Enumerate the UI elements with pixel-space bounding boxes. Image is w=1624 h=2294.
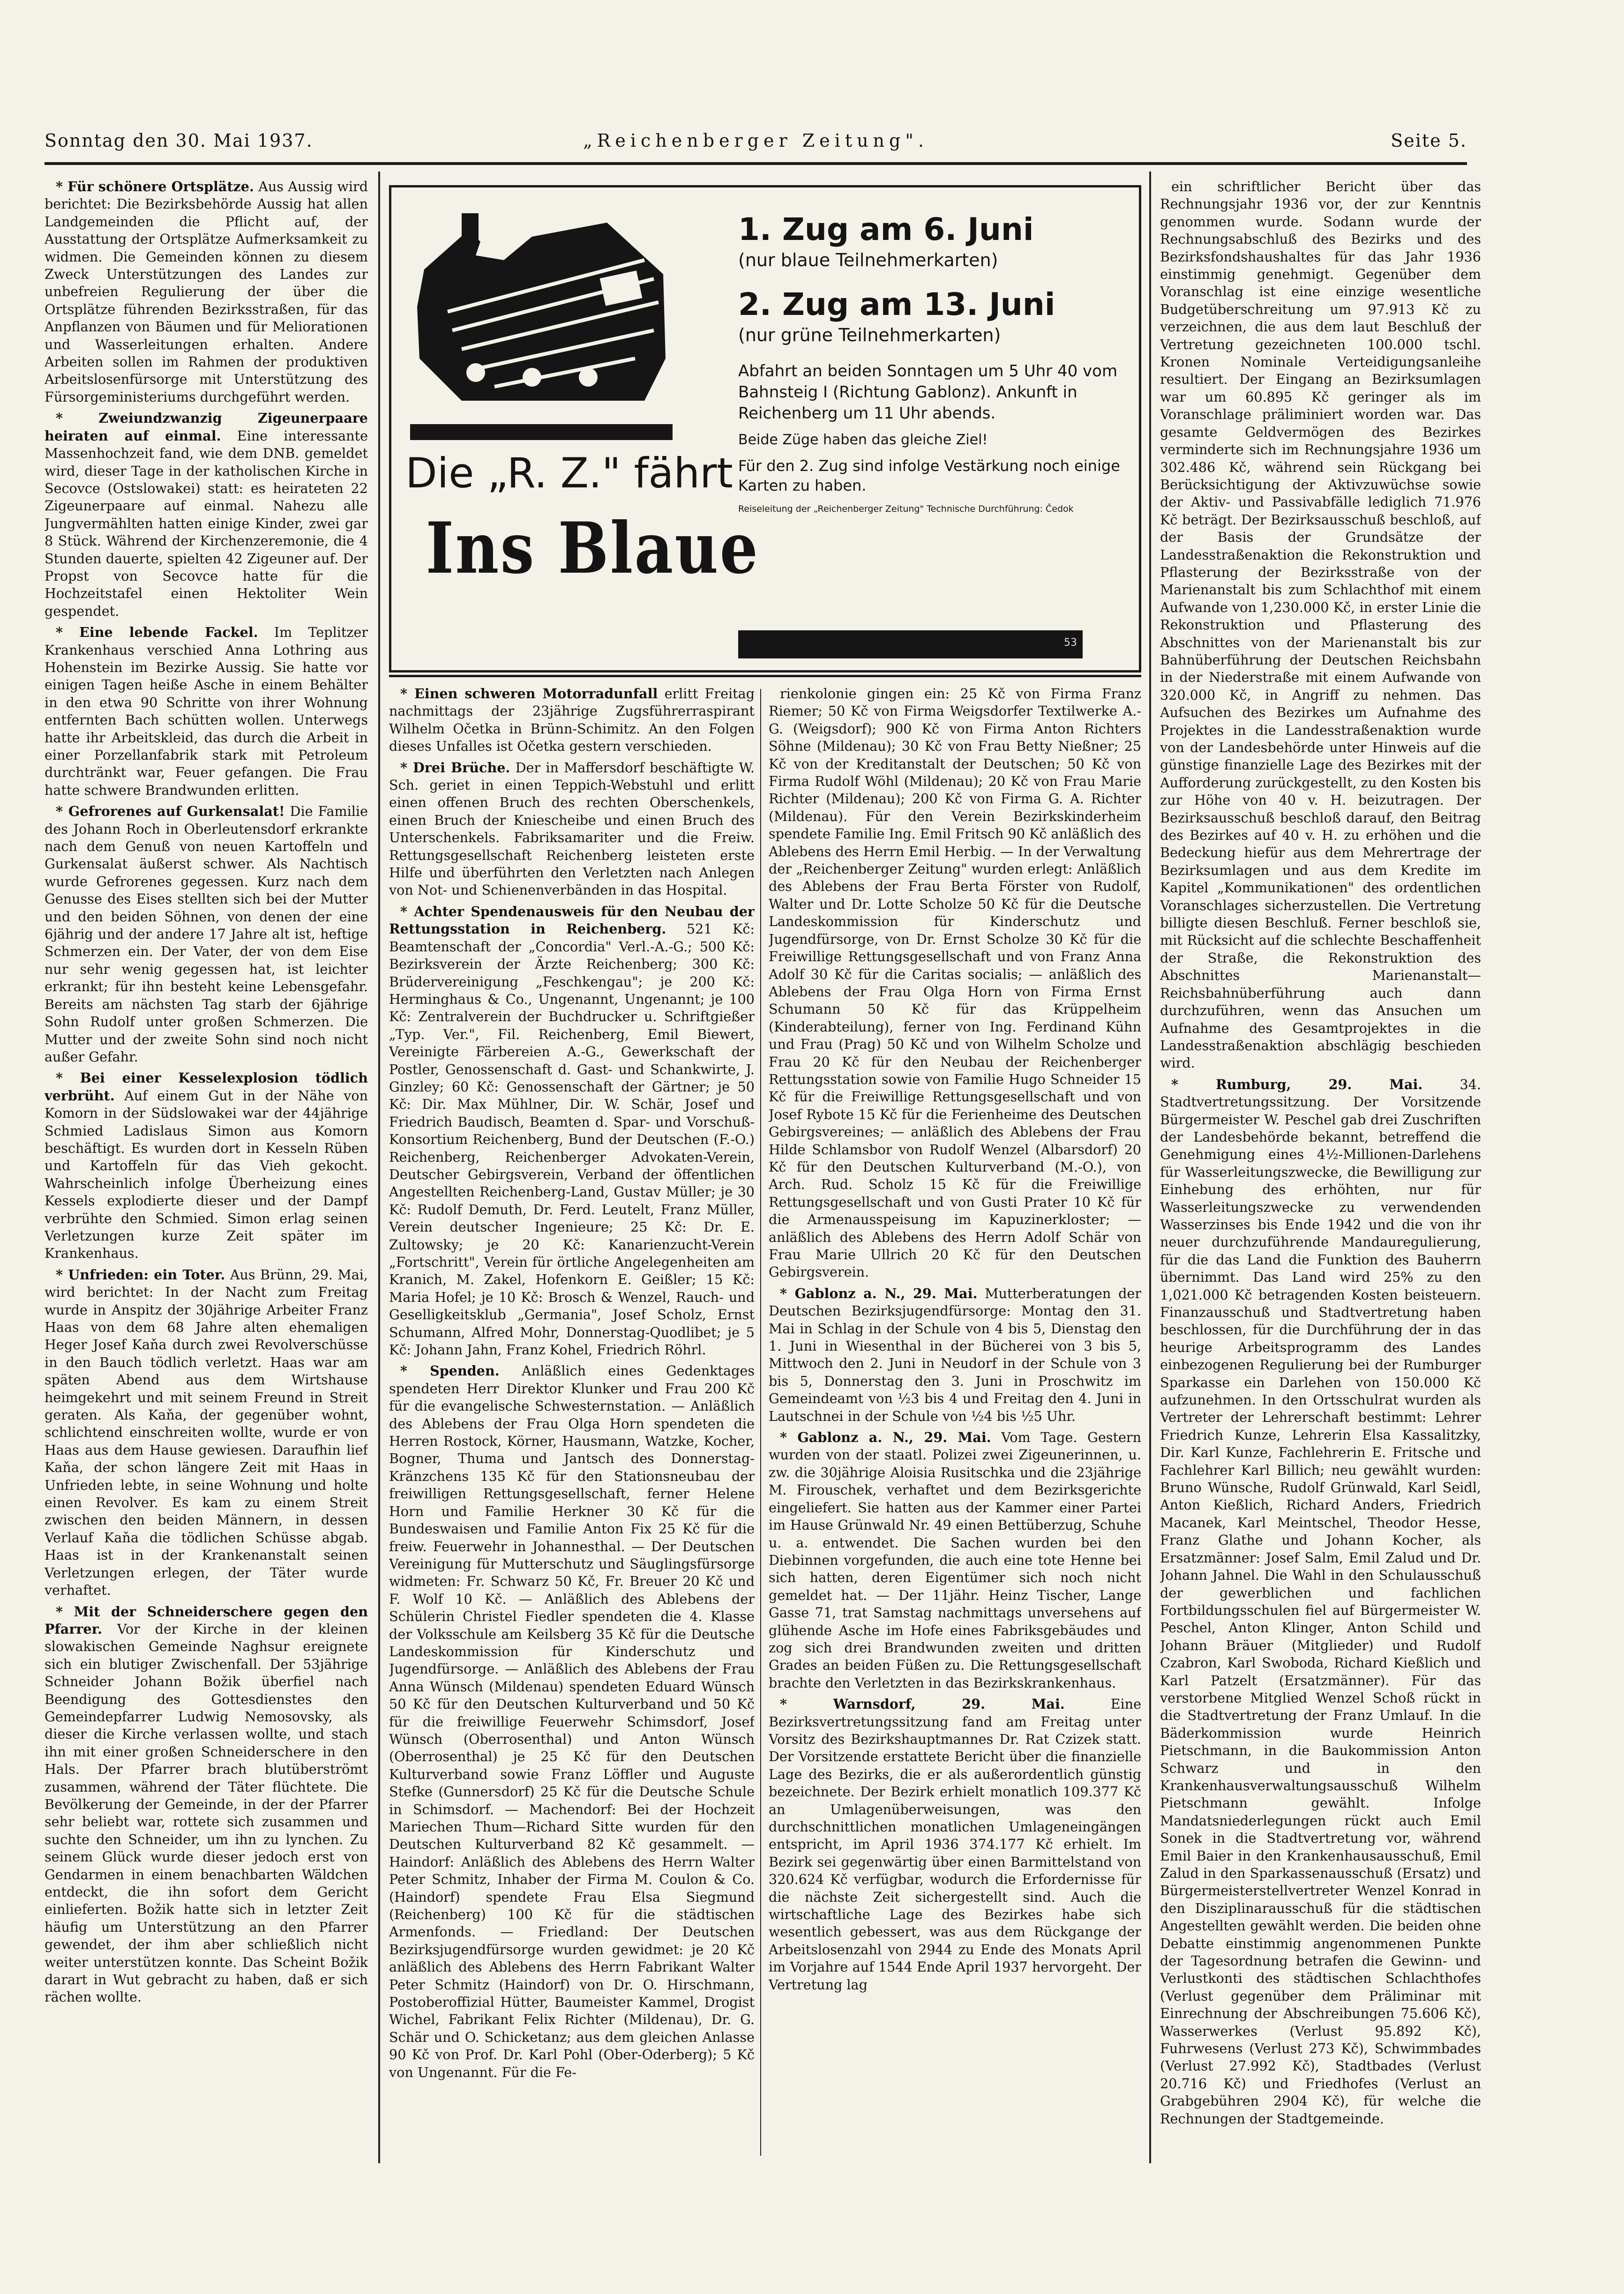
article-heading: * Bei einer Kesselexplosion tödlich verbrüht. [45,1070,368,1104]
header-rule [45,162,1467,165]
article-text: Aus Aussig wird berichtet: Die Bezirksbehörde Aussig hat allen Landgemeinden die Pflicht auf, der Ausstattung der Ortsplätze Aufmerksamkeit zu widmen. Die Gemeinden können zu diesem Zweck Unterstützungen des Landes zur unbefreien Regulierung der über die Ortsplätze führenden Bezirksstraßen, für das Anpflanzen von Bäumen und für Meliorationen und Wasserleitungen erhalten. Andere Arbeiten sollen im Rahmen der produktiven Arbeitslosenfürsorge mit Unterstützung des Fürsorgeministeriums durchgeführt werden. [45,179,368,405]
article-paragraph [45,410,368,620]
article-heading: * Für schönere Ortsplätze. [56,179,254,194]
column-middle-left [389,685,755,2157]
ad-tickets-1: (nur blaue Teilnehmerkarten) [738,250,998,270]
article-heading: * Eine lebende Fackel. [56,624,258,641]
newspaper-title: „Reichenberger Zeitung". [583,130,928,151]
article-paragraph [389,1362,755,2081]
article-heading: * Gablonz a. N., 29. Mai. [780,1429,991,1446]
article-heading: * Mit der Schneiderschere gegen den Pfarrer. [45,1603,368,1637]
column-rule [1149,172,1151,2163]
article-text: Eine Bezirksvertretungssitzung fand am Freitag unter Vorsitz des Bezirkshauptmannes Dr. Rat Czizek statt. Der Vorsitzende erstattete Bericht über die finanzielle Lage des Bezirks, die er als außerordentlich günstig bezeichnete. Der Bezirk erhielt monatlich 109.377 Kč an Umlagenüberweisungen, was den durchschnittlichen monatlichen Umlageneingängen entspricht, im April 1936 374.177 Kč erhielt. Im Bezirk sei gegenwärtig über einen Barmittelstand von 320.624 Kč verfügbar, wodurch die Erfordernisse für die nächste Zeit sichergestellt sind. Auch die wirtschaftliche Lage des Bezirkes habe sich wesentlich gebessert, was aus dem Rückgange der Arbeitslosenzahl von 2944 zu Ende des Monats April im Vorjahre auf 1544 Ende April 1937 hervorgeht. Der Vertretung lag [769,1696,1141,1993]
ad-train-2: 2. Zug am 13. Juni [738,286,1055,322]
article-paragraph [45,1069,368,1262]
ad-tickets-2: (nur grüne Teilnehmerkarten) [738,325,1001,345]
locomotive-illustration [410,204,673,417]
article-heading: * Zweiundzwanzig Zigeunerpaare heiraten auf einmal. [45,410,368,444]
ad-bar-mark: 53 [1064,637,1077,649]
article-paragraph [769,1429,1141,1692]
column-middle-right [769,685,1141,2157]
article-text: rienkolonie gingen ein: 25 Kč von Firma Franz Riemer; 50 Kč von Firma Weigsdorfer Textilwerke A.-G. (Weigsdorf); 900 Kč von Firma Anton Richters Söhne (Mildenau); 30 Kč von Frau Betty Nießner; 25 Kč von der Kreditanstalt der Deutschen; 50 Kč von Firma Rudolf Wöhl (Mildenau); 20 Kč von Frau Marie Richter (Mildenau); 200 Kč von Firma G. A. Richter (Mildenau). Für den Verein Bezirkskinderheim spendete Familie Ing. Emil Fritsch 90 Kč anläßlich des Ablebens des Herrn Emil Herbig. — In der Verwaltung der „Reichenberger Zeitung" wurden erlegt: Anläßlich des Ablebens der Frau Berta Förster von Rudolf, Walter und Dr. Lotte Scholze 50 Kč für die Deutsche Landeskommission für Kinderschutz und Jugendfürsorge, von Dr. Ernst Scholze 30 Kč für die Freiwillige Rettungsgesellschaft und von Franz Anna Adolf 30 Kč für die Caritas socialis; — anläßlich des Ablebens der Frau Olga Horn von Firma Ernst Schumann 50 Kč für das Krüppelheim (Kinderabteilung), ferner von Ing. Ferdinand Kühn und Frau (Prag) 50 Kč und von Wilhelm Scholze und Frau 20 Kč für den Neubau der Reichenberger Rettungsstation sowie von Familie Hugo Schneider 15 Kč für die Freiwillige Rettungsgesellschaft und von Josef Rybote 15 Kč für die Ferienheime des Deutschen Gebirgsvereines; — anläßlich des Ablebens der Frau Hilde Schlamsbor von Rudolf Wenzel (Albarsdorf) 20 Kč für den Deutschen Kulturverband (M.-O.), von Arch. Rud. Scholz 15 Kč für die Freiwillige Rettungsgesellschaft und von Gusti Prater 10 Kč für die Armenausspeisung im Kapuzinerkloster; — anläßlich des Ablebens des Herrn Adolf Schär von Frau Marie Ullrich 20 Kč für den Deutschen Gebirgsverein. [769,686,1141,1280]
article-paragraph [45,803,368,1066]
article-paragraph [45,624,368,799]
article-text: Mutterberatungen der Deutschen Bezirksjugendfürsorge: Montag den 31. Mai in Schlag in der Schule von 4 bis 5, Dienstag den 1. Juni in Wiesenthal in der Bücherei von 3 bis 5, Mittwoch den 2. Juni in Neudorf in der Schule von 3 bis 5, Donnerstag den 3. Juni in Proschwitz im Gemeindeamt von ½3 bis 4 und Freitag den 4. Juni in Lautschnei in der Schule von ½4 bis ½5 Uhr. [769,1285,1141,1424]
page-header [45,130,1467,163]
article-heading: * Drei Brüche. [400,759,510,776]
article-heading: * Warnsdorf, 29. Mai. [780,1696,1065,1712]
ad-footer-bar [738,630,1083,658]
ad-departure: Abfahrt an beiden Sonntagen um 5 Uhr 40 vom Bahnsteig I (Richtung Gablonz). Ankunft in Reichenberg um 11 Uhr abends. [738,362,1118,423]
article-heading: * Rumburg, 29. Mai. [1171,1076,1423,1092]
ad-slogan: Die „R. Z." fährt [405,449,733,497]
column-left [45,178,368,2156]
article-paragraph [45,1603,368,2006]
article-heading: * Gablonz a. N., 29. Mai. [780,1285,978,1301]
article-paragraph [769,1696,1141,1994]
article-heading: * Achter Spendenausweis für den Neubau der Rettungsstation in Reichenberg. [389,903,755,937]
article-paragraph [769,685,1141,1281]
article-text: erlitt Freitag nachmittags der 23jährige Zugsführerraspirant Wilhelm Očetka in Brünn-Schimitz. An den Folgen dieses Unfalles ist Očetka gestern verschieden. [389,686,755,755]
article-text: 521 Kč: Beamtenschaft der „Concordia" Verl.-A.-G.; 500 Kč: Bezirksverein der Ärzte Reichenberg; 300 Kč: Brüdervereinigung „Feschkengau"; je 200 Kč: Herminghaus & Co., Ungenannt, Ungenannt; je 100 Kč: Zentralverein der Buchdrucker u. Schriftgießer „Typ. Ver.", Fil. Reichenberg, Emil Biewert, Vereinigte Färbereien A.-G., Gewerkschaft der Postler, Genossenschaft d. Gast- und Schankwirte, J. Ginzley; 60 Kč: Genossenschaft der Gärtner; je 50 Kč: Dir. Max Mühlner, Dir. W. Schär, Josef und Friedrich Baudisch, Beamten d. Spar- und Vorschuß-Konsortium Reichenberg, Bund der Deutschen (F.-O.) Reichenberg, Reichenberger Advokaten-Verein, Deutscher Gebirgsverein, Verband der öffentlichen Angestellten Reichenberg-Land, Gustav Müller; je 30 Kč: Rudolf Demuth, Dr. Ferd. Leutelt, Franz Müller, Verein deutscher Ingenieure; 25 Kč: Dr. E. Zultowsky; je 20 Kč: Kanarienzucht-Verein „Fortschritt", Verein für örtliche Angelegenheiten am Kranich, M. Zakel, Hofenkorn E. Geißler; 15 Kč: Maria Hofel; je 10 Kč: Brosch & Wenzel, Rauch- und Geselligkeitsklub „Germania", Josef Scholz, Ernst Schumann, Alfred Mohr, Donnerstag-Quodlibet; je 5 Kč: Johann Jahn, Franz Kohel, Friedrich Röhrl. [389,921,755,1358]
article-text: ein schriftlicher Bericht über das Rechnungsjahr 1936 vor, der zur Kenntnis genommen wurde. Sodann wurde der Rechnungsabschluß des Bezirks und des Bezirksfondshaushaltes für das Jahr 1936 einstimmig genehmigt. Gegenüber dem Voranschlag ist eine einzige wesentliche Budgetüberschreitung um 97.913 Kč zu verzeichnen, die aus dem laut Beschluß der Vertretung gezeichneten 100.000 tschl. Kronen Nominale Verteidigungsanleihe resultiert. Der Eingang an Bezirksumlagen war um 60.895 Kč geringer als im Voranschlage präliminiert worden war. Das gesamte Geldvermögen des Bezirkes verminderte sich im Rechnungsjahre 1936 um 302.486 Kč, während sein Rückgang bei Berücksichtigung der Aktivzuwüchse sowie der Aktiv- und Passivabfälle lediglich 71.976 Kč beträgt. Der Bezirksausschuß beschloß, auf der Basis der Grundsätze der Landesstraßenaktion die Rekonstruktion und Pflasterung der Bezirksstraße von der Marienanstalt bis zum Schlachthof mit einem Aufwande von 1,230.000 Kč, in erster Linie die Rekonstruktion und Pflasterung des Abschnittes von der Marienanstalt bis zur Bahnüberführung der Deutschen Reichsbahn in der Niederstraße mit einem Aufwande von 320.000 Kč, in Angriff zu nehmen. Das Aufsuchen des Bezirkes um Aufnahme des Projektes in die Landesstraßenaktion wurde von der Landesbehörde unter Hinweis auf die günstige finanzielle Lage des Bezirkes mit der Aufforderung zurückgestellt, zu den Kosten bis zur Höhe von 40 v. H. beizutragen. Der Bezirksausschuß beschloß darauf, den Beitrag des Bezirkes auf 40 v. H. zu erhöhen und die Bedeckung hiefür aus dem Mehrertrage der Bezirksumlagen und aus dem Kredite im Kapitel „Kommunikationen" des ordentlichen Voranschlages sicherzustellen. Die Vertretung billigte diesen Beschluß. Ferner beschloß sie, mit Rücksicht auf die schlechte Beschaffenheit der Straße, die Rekonstruktion des Abschnittes Marienanstalt—Reichsbahnüberführung auch dann durchzuführen, wenn das Ansuchen um Aufnahme des Gesamtprojektes in die Landesstraßenaktion abschlägig beschieden wird. [1160,179,1481,1071]
article-paragraph [1160,178,1481,1072]
article-paragraph [45,1266,368,1599]
advertisement-box [389,185,1141,673]
ad-remaining-tickets: Für den 2. Zug sind infolge Vestärkung noch einige Karten zu haben. [738,457,1120,494]
locomotive-base-bar [410,424,673,440]
article-heading: * Spenden. [400,1363,500,1379]
column-rule [760,689,761,2156]
article-paragraph [389,685,755,755]
ad-destination: Beide Züge haben das gleiche Ziel! [738,432,988,448]
article-text: Vor der Kirche in der kleinen slowakischen Gemeinde Naghsur ereignete sich ein blutiger Zwischenfall. Der 53jährige Schneider Johann Božik überfiel nach Beendigung des Gottesdienstes den Gemeindepfarrer Ludwig Nemosovsky, als dieser die Kirche verlassen wollte, und stach ihn mit einer großen Schneiderschere in den Hals. Der Pfarrer brach blutüberströmt zusammen, während der Täter flüchtete. Die Bevölkerung der Gemeinde, in der der Pfarrer sehr beliebt war, rottete sich zusammen und suchte den Schneider, um ihn zu lynchen. Zu seinem Glück wurde dieser jedoch erst von Gendarmen in einem benachbarten Wäldchen entdeckt, die ihn sofort dem Gericht einlieferten. Božik hatte sich in letzter Zeit häufig um Unterstützung an den Pfarrer gewendet, der ihm aber schließlich nicht weiter unterstützen konnte. Das Scheint Božik darart in Wut gebracht zu haben, daß er sich rächen wollte. [45,1621,368,2005]
article-heading: * Gefrorenes auf Gurkensalat! [56,803,285,820]
article-heading: * Unfrieden: ein Toter. [56,1266,225,1283]
ad-headline: Ins Blaue [426,507,760,590]
article-text: Aus Brünn, 29. Mai, wird berichtet: In der Nacht zum Freitag wurde in Anspitz der 30jährige Arbeiter Franz Haas von dem 68 Jahre alten ehemaligen Heger Josef Kaňa durch zwei Revolverschüsse in den Bauch tödlich verletzt. Haas war am späten Abend aus dem Wirtshause heimgekehrt und mit seinem Freund in Streit geraten. Als Kaňa, der gegenüber wohnt, schlichtend einschreiten wollte, wurde er von Haas aus dem Hause gewiesen. Daraufhin lief Kaňa, der schon längere Zeit mit Haas in Unfrieden lebte, in seine Wohnung und holte einen Revolver. Es kam zu einem Streit zwischen den beiden Männern, in dessen Verlauf Kaňa die tödlichen Schüsse abgab. Haas ist in der Krankenanstalt seinen Verletzungen erlegen, der Täter wurde verhaftet. [45,1266,368,1599]
header-date: Sonntag den 30. Mai 1937. [45,130,313,151]
article-paragraph [769,1285,1141,1425]
ad-organizer: Reiseleitung der „Reichenberger Zeitung" Technische Durchführung: Čedok [738,504,1074,514]
ad-train-1: 1. Zug am 6. Juni [738,211,1034,247]
ad-separator [389,675,1141,677]
article-text: Anläßlich eines Gedenktages spendeten Herr Direktor Klunker und Frau 200 Kč für die evangelische Schwesternstation. — Anläßlich des Ablebens der Frau Olga Horn spendeten die Herren Rostock, Körner, Hausmann, Watzke, Kocher, Bogner, Thuma und Jantsch des Donnerstag-Kränzchens 135 Kč für den Stationsneubau der freiwilligen Rettungsgesellschaft, ferner Helene Horn und Familie Herkner 30 Kč für die Bundeswaisen und Familie Anton Fix 25 Kč für die freiw. Feuerwehr in Johannesthal. — Der Deutschen Vereinigung für Mutterschutz und Säuglingsfürsorge widmeten: Fr. Schwarz 50 Kč, Fr. Breuer 20 Kč und F. Wolf 10 Kč. — Anläßlich des Ablebens der Schülerin Christel Fiedler spendeten die 4. Klasse der Volksschule am Keilsberg 35 Kč für die Deutsche Landeskommission für Kinderschutz und Jugendfürsorge. — Anläßlich des Ablebens der Frau Anna Wünsch (Mildenau) spendeten Eduard Wünsch 50 Kč für den Deutschen Kulturverband und 50 Kč für die freiwillige Feuerwehr Schimsdorf, Josef Wünsch (Oberrosenthal) und Anton Wünsch (Oberrosenthal) je 25 Kč für den Deutschen Kulturverband sowie Franz Löffler und Auguste Stefke (Gunnersdorf) 25 Kč für die Deutsche Schule in Schimsdorf. — Machendorf: Bei der Hochzeit Mariechen Thum—Richard Sitte wurden für den Deutschen Kulturverband 82 Kč gesammelt. — Haindorf: Anläßlich des Ablebens des Herrn Walter Peter Schmitz, Inhaber der Firma M. Coulon & Co. (Haindorf) spendete Frau Elsa Siegmund (Reichenberg) 100 Kč für die städtischen Armenfonds. — Friedland: Der Deutschen Bezirksjugendfürsorge wurden gewidmet: je 20 Kč anläßlich des Ablebens des Herrn Fabrikant Walter Peter Schmitz (Haindorf) von Dr. O. Hirschmann, Postoberoffizial Hütter, Baumeister Kammel, Drogist Wichel, Fabrikant Felix Richter (Mildenau), Dr. G. Schär und O. Schicketanz; aus dem gleichen Anlasse 90 Kč von Prof. Dr. Karl Pohl (Ober-Oderberg); 5 Kč von Ungenannt. Für die Fe- [389,1363,755,2080]
article-text: Vom Tage. Gestern wurden von der staatl. Polizei zwei Zigeunerinnen, u. zw. die 30jährige Aloisia Rusitschka und die 23jährige M. Firouschek, verhaftet und dem Bezirksgerichte eingeliefert. Sie hatten aus der Kammer einer Partei im Hause Grünwald Nr. 49 einen Bettüberzug, Schuhe u. a. entwendet. Die Sachen wurden bei den Diebinnen vorgefunden, die auch eine tote Henne bei sich hatten, deren Eigentümer sich noch nicht gemeldet hat. — Der 11jähr. Heinz Tischer, Lange Gasse 71, trat Samstag nachmittags unversehens auf glühende Asche im Hofe eines Fabriksgebäudes und zog sich drei Brandwunden zweiten und dritten Grades an beiden Füßen zu. Die Rettungsgesellschaft brachte den Verletzten in das Bezirkskrankenhaus. [769,1429,1141,1691]
article-paragraph [389,903,755,1359]
page-number: Seite 5. [1391,130,1467,151]
article-text: 34. Stadtvertretungssitzung. Der Vorsitzende Bürgermeister W. Peschel gab drei Zuschriften der Landesbehörde bekannt, betreffend die Genehmigung eines 4½-Millionen-Darlehens für Wasserleitungszwecke, die Bewilligung zur Einhebung des erhöhten, nur für Wasserleitungszwecke zu verwendenden Wasserzinses bis Ende 1942 und die von ihr neuer durchzuführende Mandauregulierung, für die das Land die Funktion des Bauherrn übernimmt. Das Land wird 25% zu den 1,021.000 Kč betragenden Kosten beisteuern. Finanzausschuß und Stadtvertretung haben beschlossen, für die Durchführung der in das heurige Arbeitsprogramm des Landes einbezogenen Regulierung bei der Rumburger Sparkasse ein Darlehen von 150.000 Kč aufzunehmen. In den Ortsschulrat wurden als Vertreter der Lehrerschaft bestimmt: Lehrer Friedrich Kunze, Lehrerin Elsa Kassalitzky, Dir. Karl Kunze, Fachlehrerin E. Fritsche und Fachlehrer Karl Billich; neu gewählt wurden: Bruno Wünsche, Rudolf Grünwald, Karl Seidl, Anton Kießlich, Richard Anders, Friedrich Macanek, Karl Meintschel, Theodor Hesse, Franz Glathe und Johann Kocher, als Ersatzmänner: Josef Salm, Emil Zalud und Dr. Johann Jahnel. Die Wahl in den Schulausschuß der gewerblichen und fachlichen Fortbildungsschulen fiel auf Bürgermeister W. Peschel, Anton Klinger, Anton Schild und Johann Bräuer (Mitglieder) und Rudolf Czabron, Karl Swoboda, Richard Kießlich und Karl Patzelt (Ersatzmänner). Für das verstorbene Mitglied Wenzel Schoß rückt in die Stadtvertretung der Franz Umlauf. In die Bäderkommission wurde Heinrich Pietschmann, in die Baukommission Anton Schwarz und in den Krankenhausverwaltungsausschuß Wilhelm Pietschmann gewählt. Infolge Mandatsniederlegungen rückt auch Emil Sonek in die Stadtvertretung vor, während Emil Baier in den Krankenhausausschuß, Emil Zalud in den Sparkassenausschuß (Ersatz) und Bürgermeisterstellvertreter Wenzel Konrad in den Disziplinarausschuß für die städtischen Angestellten gewählt werden. Die beiden ohne Debatte einstimmig angenommenen Punkte der Tagesordnung betrafen die Gewinn- und Verlustkonti des städtischen Schlachthofes (Verlust gegenüber dem Präliminar mit Einrechnung der Abschreibungen 75.606 Kč), Wasserwerkes (Verlust 95.892 Kč), Fuhrwesens (Verlust 273 Kč), Schwimmbades (Verlust 27.992 Kč), Stadtbades (Verlust 20.716 Kč) und Friedhofes (Verlust an Grabgebühren 2904 Kč), für welche die Rechnungen der Stadtgemeinde. [1160,1076,1481,2127]
article-text: Der in Maffersdorf beschäftigte W. Sch. geriet in einen Teppich-Webstuhl und erlitt einen offenen Bruch des rechten Oberschenkels, einen Bruch der Kniescheibe und einen Bruch des Unterschenkels. Fabriksamariter und die Freiw. Rettungsgesellschaft Reichenberg leisteten erste Hilfe und überführten den Verletzten nach Anlegen von Not- und Schienenverbänden in das Hospital. [389,759,755,898]
column-rule [378,172,380,2163]
ad-details [738,211,1123,515]
article-paragraph [45,178,368,406]
article-text: Auf einem Gut in der Nähe von Komorn in der Südslowakei war der 44jährige Schmied Ladislaus Simon aus Komorn beschäftigt. Es wurden dort in Kesseln Rüben und Kartoffeln für das Vieh gekocht. Wahrscheinlich infolge Überheizung eines Kessels explodierte dieser und der Dampf verbrühte den Schmied. Simon erlag seinen Verletzungen kurze Zeit später im Krankenhaus. [45,1087,368,1262]
article-text: Die Familie des Johann Roch in Oberleutensdorf erkrankte nach dem Genuß von neuen Kartoffeln und Gurkensalat äußerst schwer. Als Nachtisch wurde Gefrorenes gegessen. Kurz nach dem Genusse des Eises stellten sich bei der Mutter und den beiden Söhnen, von denen der eine 6jährig und der andere 17 Jahre alt ist, heftige Schmerzen ein. Der Vater, der von dem Eise nur sehr wenig gegessen hat, ist leichter erkrankt; für ihn besteht keine Lebensgefahr. Bereits am nächsten Tag starb der 6jährige Sohn Rudolf unter großen Schmerzen. Die Mutter und der zweite Sohn sind noch nicht außer Gefahr. [45,803,368,1065]
article-text: Eine interessante Massenhochzeit fand, wie dem DNB. gemeldet wird, dieser Tage in der katholischen Kirche in Secovce (Ostslowakei) statt: es heirateten 22 Zigeunerpaare auf einmal. Nahezu alle Jungvermählten hatten einige Kinder, zwei gar 8 Stück. Während der Kirchenzeremonie, die 4 Stunden dauerte, spielten 42 Zigeuner auf. Der Propst von Secovce hatte für die Hochzeitstafel einen Hektoliter Wein gespendet. [45,427,368,619]
article-paragraph [1160,1076,1481,2128]
article-text: Im Teplitzer Krankenhaus verschied Anna Lothring aus Hohenstein im Bezirke Aussig. Sie hatte vor einigen Tagen heiße Asche in einem Behälter in den etwa 90 Schritte von ihrer Wohnung entfernten Bach schütten wollen. Unterwegs hatte ihr Arbeitskleid, das durch die Arbeit in einer Porzellanfabrik stark mit Petroleum durchtränkt war, Feuer gefangen. Die Frau hatte schwere Brandwunden erlitten. [45,624,368,798]
column-right [1160,178,1481,2156]
article-heading: * Einen schweren Motorradunfall [400,686,658,702]
article-paragraph [389,759,755,899]
